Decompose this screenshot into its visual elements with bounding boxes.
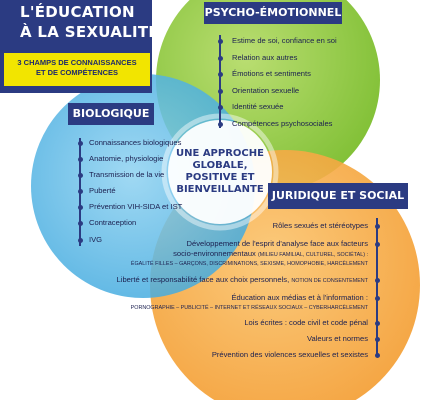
psycho-bullet [218, 72, 223, 77]
bio-bullet [78, 221, 83, 226]
bio-bullet [78, 173, 83, 178]
bio-bullet [78, 141, 83, 146]
psycho-item: Relation aux autres [232, 53, 298, 62]
bio-item: Puberté [89, 186, 116, 195]
juridique-item-note: ÉGALITÉ FILLES – GARÇONS, DISCRIMINATIONS, SEXISME, HOMOPHOBIE, HARCÈLEMENT [130, 261, 368, 267]
psycho-item: Orientation sexuelle [232, 86, 300, 95]
juridique-bullet [375, 353, 380, 358]
juridique-item-part: socio-environnementaux [173, 249, 256, 258]
title-line1: L'ÉDUCATION [20, 3, 135, 21]
bio-item: Connaissances biologiques [89, 138, 182, 147]
juridique-header: JURIDIQUE ET SOCIAL [268, 183, 408, 209]
psycho-header: PSYCHO-ÉMOTIONNEL [204, 2, 342, 24]
bio-item: Prévention VIH-SIDA et IST [89, 202, 183, 211]
juridique-item: Rôles sexués et stéréotypes [272, 221, 368, 230]
psycho-item: Identité sexuée [232, 102, 284, 111]
psycho-item: Estime de soi, confiance en soi [232, 36, 337, 45]
juridique-bullet [375, 242, 380, 247]
juridique-bullet [375, 296, 380, 301]
juridique-item-note: NOTION DE CONSENTEMENT [291, 278, 368, 284]
psycho-bullet [218, 122, 223, 127]
psycho-bullet [218, 105, 223, 110]
center-line3: POSITIVE ET [185, 172, 255, 183]
psycho-item: Émotions et sentiments [232, 69, 311, 78]
juridique-item: Lois écrites : code civil et code pénal [244, 318, 368, 327]
juridique-bullet [375, 224, 380, 229]
center-line2: GLOBALE, [192, 160, 248, 171]
bio-item: Contraception [89, 218, 137, 227]
psycho-bullet [218, 39, 223, 44]
juridique-bullet [375, 278, 380, 283]
juridique-item-part: Liberté et responsabilité face aux choix personnels, [116, 275, 290, 284]
center-line4: BIENVEILLANTE [176, 184, 264, 195]
bio-item: Anatomie, physiologie [89, 154, 164, 163]
juridique-item: Valeurs et normes [306, 334, 368, 343]
juridique-item-note: PORNOGRAPHIE – PUBLICITÉ – INTERNET ET RÉSEAUX SOCIAUX – CYBERHARCÈLEMENT [130, 305, 368, 311]
title-subtitle [4, 53, 150, 86]
center-line1: UNE APPROCHE [176, 148, 264, 159]
psycho-item: Compétences psychosociales [232, 119, 333, 128]
title-line2: À LA SEXUALITÉ [20, 23, 159, 41]
psycho-axis [219, 35, 221, 128]
juridique-bullet [375, 321, 380, 326]
subtitle-line1: 3 CHAMPS DE CONNAISSANCES [17, 58, 137, 67]
juridique-axis [376, 218, 378, 354]
juridique-item: Développement de l'esprit d'analyse face aux facteurs [186, 239, 368, 248]
bio-bullet [78, 157, 83, 162]
bio-bullet [78, 238, 83, 243]
center-approach-text [170, 148, 270, 196]
bio-item: Transmission de la vie [89, 170, 165, 179]
juridique-item [117, 275, 368, 286]
juridique-bullet [375, 337, 380, 342]
juridique-item-note: (MILIEU FAMILIAL, CULTUREL, SOCIÉTAL) : [257, 252, 368, 258]
subtitle-line2: ET DE COMPÉTENCES [35, 68, 119, 77]
bio-bullet [78, 205, 83, 210]
psycho-bullet [218, 89, 223, 94]
bio-header: BIOLOGIQUE [68, 103, 154, 125]
bio-item: IVG [89, 235, 103, 244]
juridique-item: Prévention des violences sexuelles et sexistes [211, 350, 368, 359]
psycho-bullet [218, 56, 223, 61]
juridique-item: Éducation aux médias et à l'information : [231, 293, 368, 302]
bio-bullet [78, 189, 83, 194]
